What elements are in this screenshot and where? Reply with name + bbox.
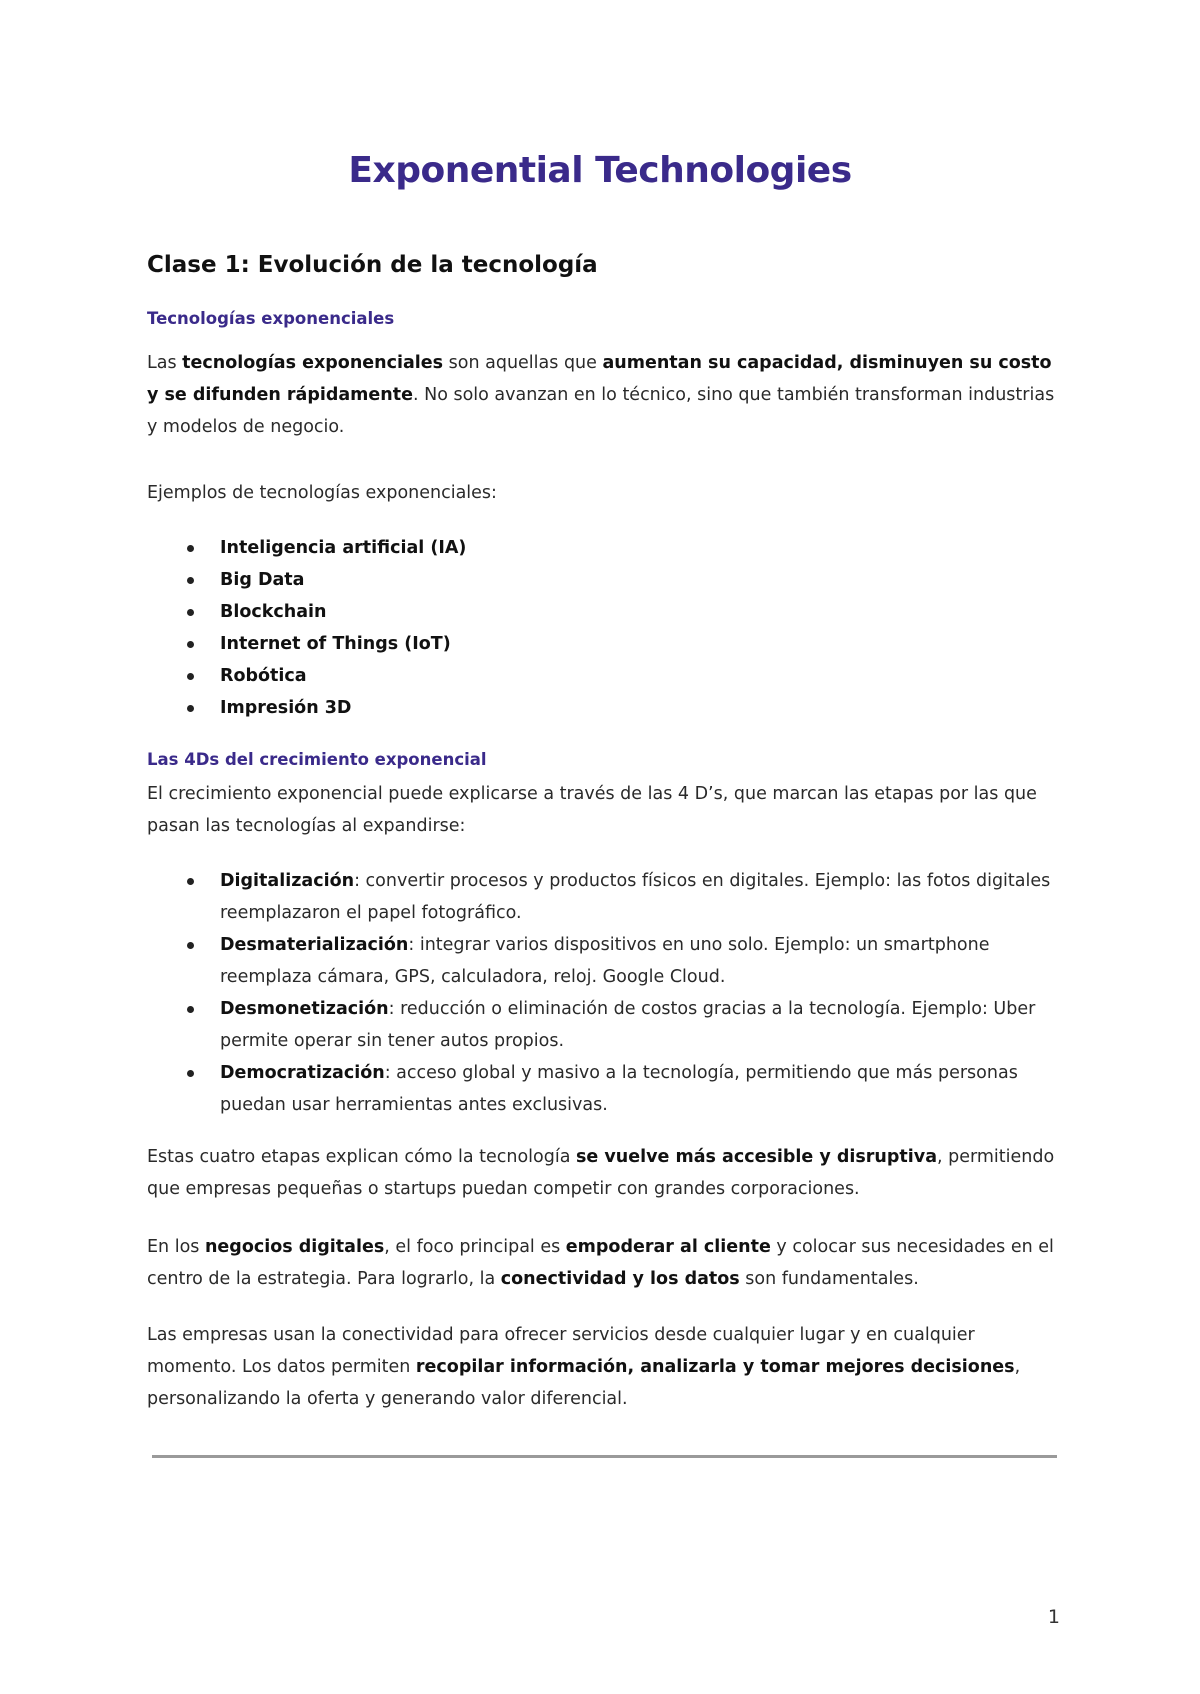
paragraph-companies: Las empresas usan la conectividad para ofrecer servicios desde cualquier lugar y en cualquier momento. Los datos permiten recopilar información, analizarla y tomar mejores decisiones, personalizando la oferta y generando valor diferencial. <box>147 1325 1021 1409</box>
list-item: Blockchain <box>147 596 1067 628</box>
list-item-desmaterializacion: Desmaterialización: integrar varios dispositivos en uno solo. Ejemplo: un smartphone reemplaza cámara, GPS, calculadora, reloj. Google Cloud. <box>147 929 1067 993</box>
horizontal-rule <box>152 1455 1057 1458</box>
bullet-icon <box>187 1070 194 1077</box>
bullet-icon <box>187 641 194 648</box>
paragraph-digital-business: En los negocios digitales, el foco principal es empoderar al cliente y colocar sus necesidades en el centro de la estrategia. Para lograrlo, la conectividad y los datos son fundamentales. <box>147 1237 1054 1289</box>
document-title: Exponential Technologies <box>348 150 852 191</box>
paragraph-definition: Las tecnologías exponenciales son aquellas que aumentan su capacidad, disminuyen su costo y se difunden rápidamente. No solo avanzan en lo técnico, sino que también transforman industrias y modelos de negocio. <box>147 353 1055 437</box>
class-heading: Clase 1: Evolución de la tecnología <box>147 252 598 278</box>
list-item-digitalizacion: Digitalización: convertir procesos y productos físicos en digitales. Ejemplo: las fotos digitales reemplazaron el papel fotográfico. <box>147 865 1067 929</box>
bullet-icon <box>187 673 194 680</box>
list-item: Robótica <box>147 660 1067 692</box>
bullet-icon <box>187 942 194 949</box>
list-item: Internet of Things (IoT) <box>147 628 1067 660</box>
list-item-democratizacion: Democratización: acceso global y masivo a la tecnología, permitiendo que más personas puedan usar herramientas antes exclusivas. <box>147 1057 1067 1121</box>
bullet-icon <box>187 1006 194 1013</box>
bullet-icon <box>187 878 194 885</box>
page-number: 1 <box>1047 1606 1060 1628</box>
list-item: Inteligencia artificial (IA) <box>147 532 1067 564</box>
examples-list <box>147 532 1067 724</box>
section-heading-exponential-technologies: Tecnologías exponenciales <box>147 309 395 328</box>
paragraph-examples-intro: Ejemplos de tecnologías exponenciales: <box>147 483 497 503</box>
bullet-icon <box>187 545 194 552</box>
bullet-icon <box>187 577 194 584</box>
paragraph-4ds-intro: El crecimiento exponencial puede explicarse a través de las 4 D’s, que marcan las etapas por las que pasan las tecnologías al expandirse: <box>147 784 1037 836</box>
4ds-list <box>147 865 1067 1121</box>
list-item-desmonetizacion: Desmonetización: reducción o eliminación de costos gracias a la tecnología. Ejemplo: Uber permite operar sin tener autos propios. <box>147 993 1067 1057</box>
bullet-icon <box>187 705 194 712</box>
bullet-icon <box>187 609 194 616</box>
section-heading-4ds: Las 4Ds del crecimiento exponencial <box>147 750 487 769</box>
list-item: Big Data <box>147 564 1067 596</box>
list-item: Impresión 3D <box>147 692 1067 724</box>
paragraph-stages: Estas cuatro etapas explican cómo la tecnología se vuelve más accesible y disruptiva, permitiendo que empresas pequeñas o startups puedan competir con grandes corporaciones. <box>147 1147 1055 1199</box>
